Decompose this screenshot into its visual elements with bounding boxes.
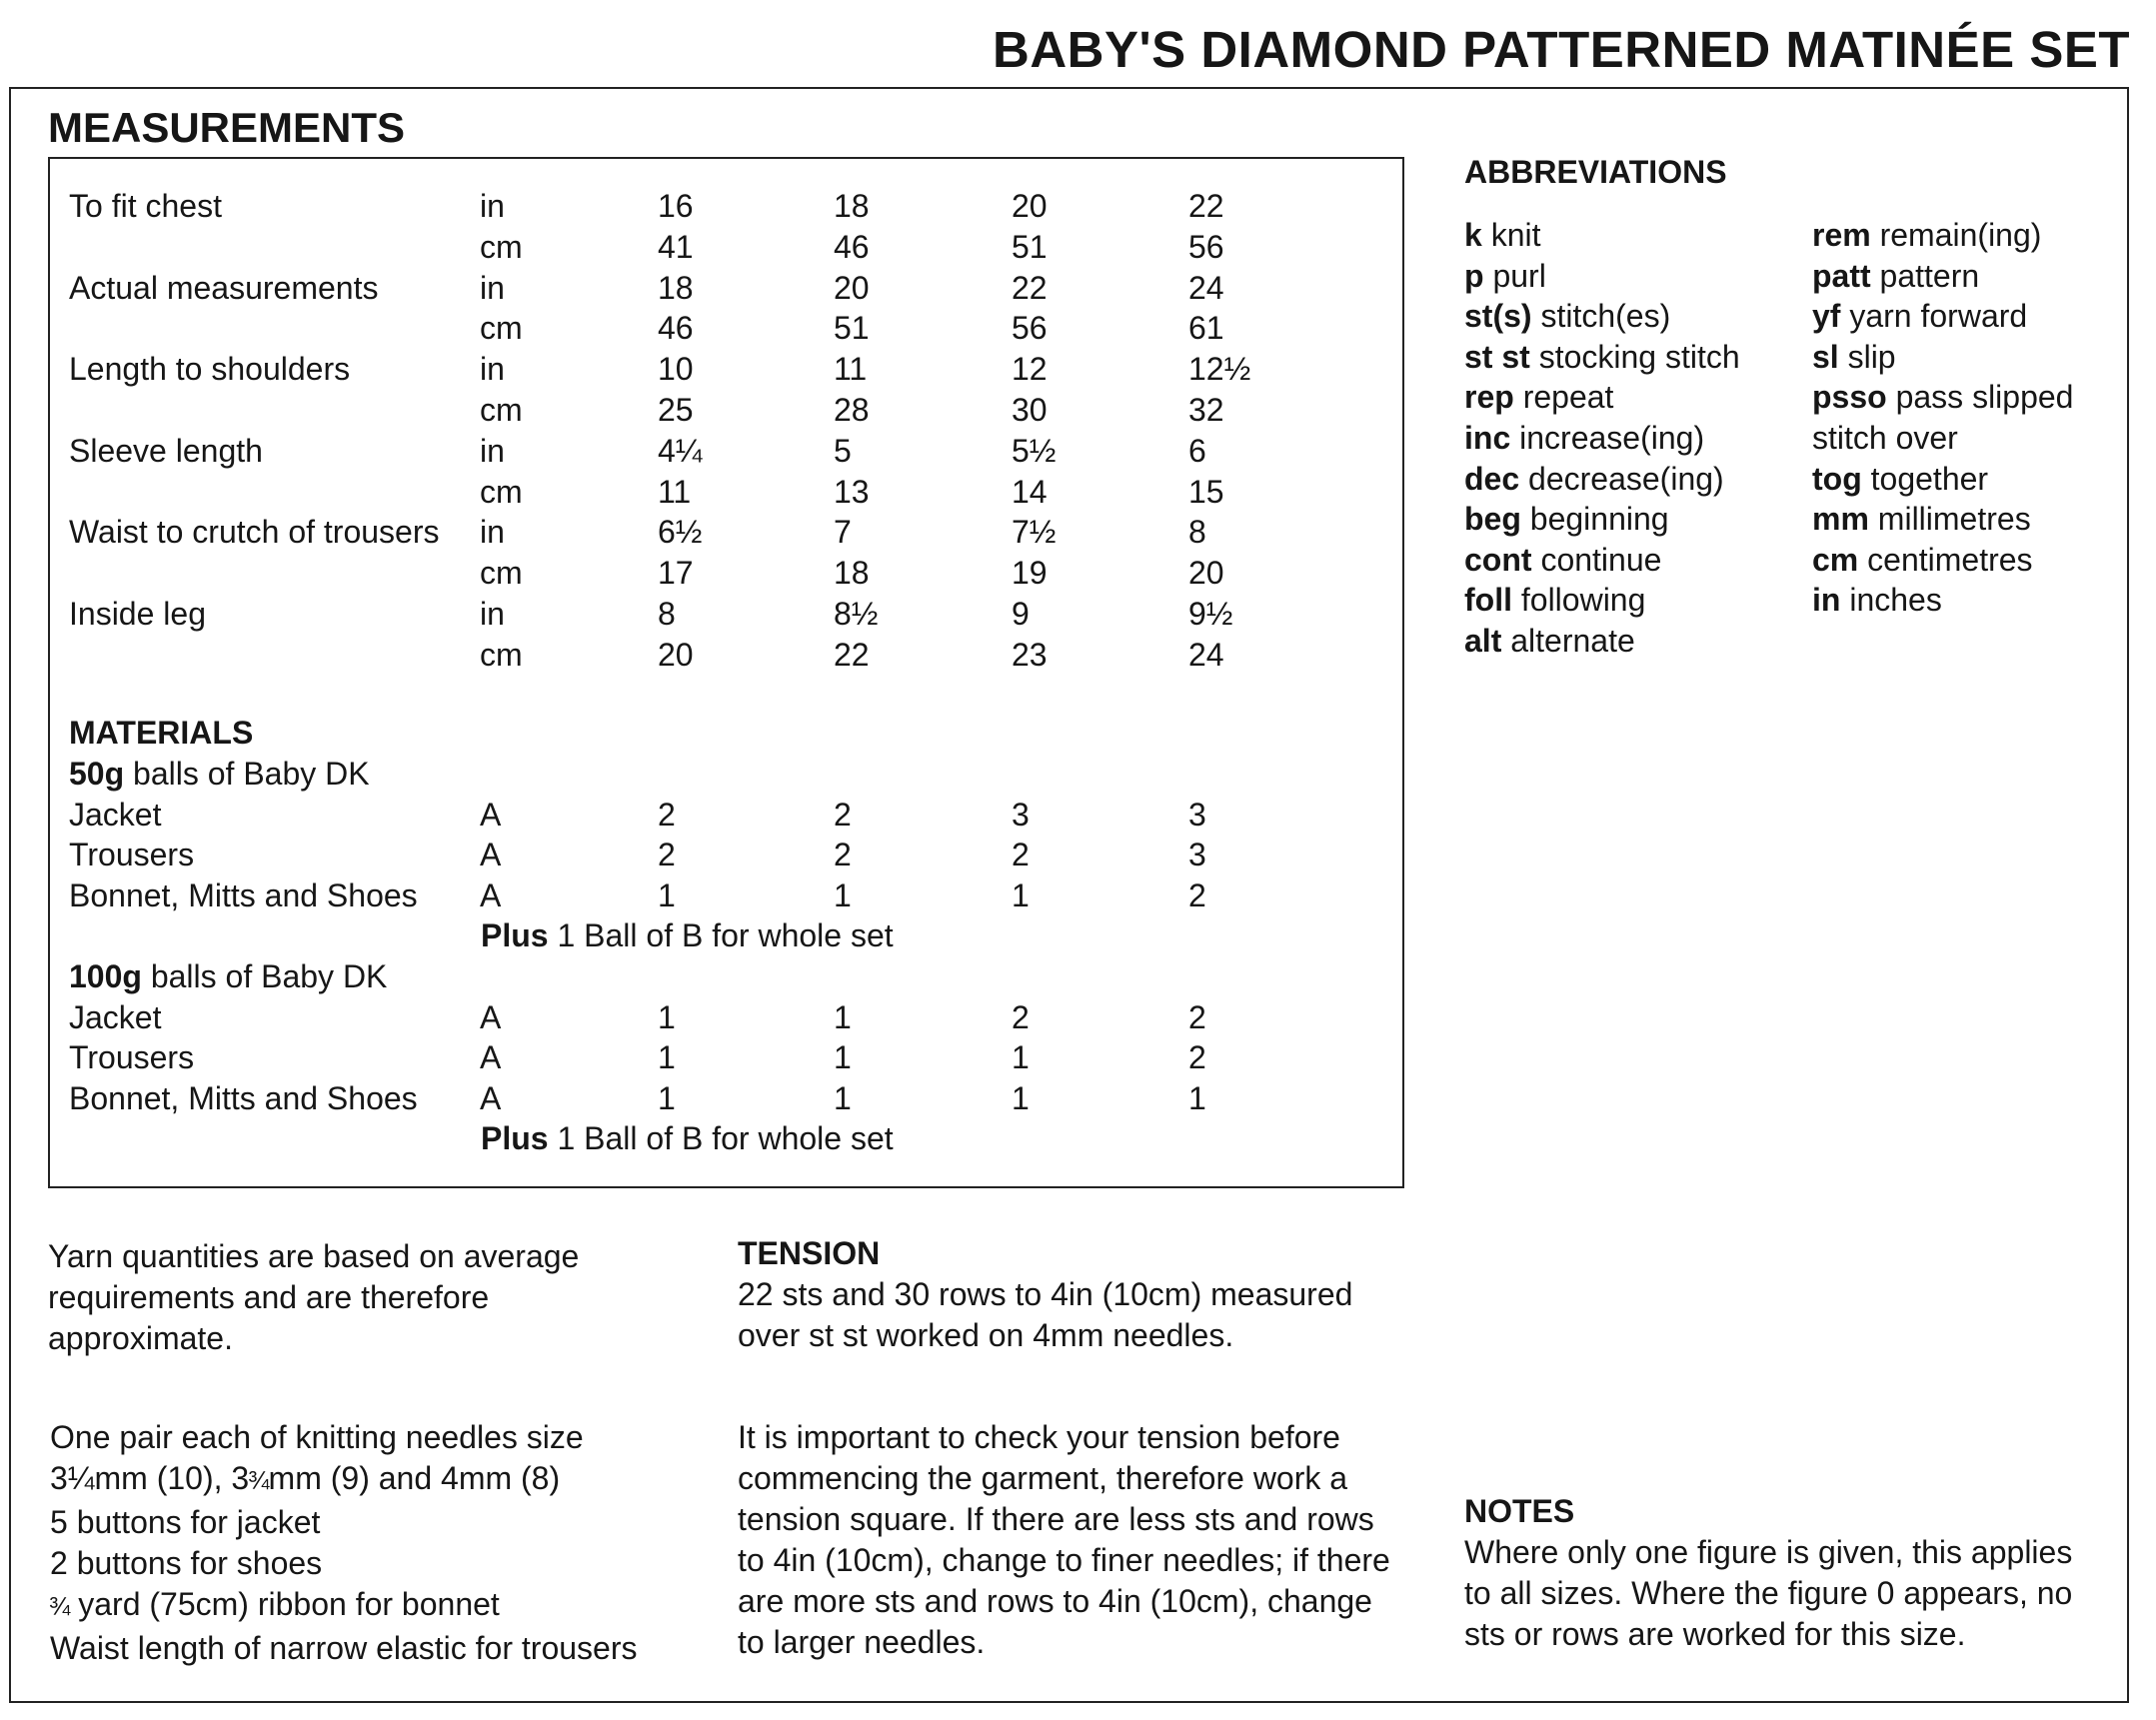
- measurement-value: 25: [658, 392, 694, 428]
- notes-line: sts or rows are worked for this size.: [1464, 1616, 1966, 1652]
- page-title: BABY'S DIAMOND PATTERNED MATINÉE SET: [993, 21, 2130, 78]
- yarn-note: [48, 1236, 579, 1359]
- measurement-value: 24: [1188, 269, 1224, 306]
- abbreviation-entry: tog together: [1812, 460, 1989, 497]
- material-item-value: 2: [658, 796, 676, 833]
- material-item-value: 2: [834, 796, 852, 833]
- abbreviation-entry: alt alternate: [1464, 623, 1635, 659]
- tension-line: 22 sts and 30 rows to 4in (10cm) measured: [738, 1276, 1353, 1312]
- measurement-value: 18: [834, 555, 870, 592]
- material-item-value: 1: [834, 876, 852, 913]
- measurement-value: 11: [658, 473, 692, 510]
- material-item-colour: A: [480, 796, 502, 833]
- material-item-value: 1: [658, 998, 676, 1035]
- measurement-value: 9½: [1188, 596, 1233, 632]
- measurements-heading: MEASUREMENTS: [48, 104, 406, 151]
- measurement-value: 30: [1012, 392, 1048, 428]
- measurement-unit: in: [480, 596, 505, 632]
- material-item-value: 1: [834, 1039, 852, 1075]
- measurement-value: 41: [658, 228, 694, 265]
- material-item-colour: A: [480, 876, 502, 913]
- abbreviation-entry: beg beginning: [1464, 501, 1669, 538]
- measurement-value: 12: [1012, 351, 1048, 388]
- abbreviation-entry: p purl: [1464, 257, 1546, 294]
- material-item-value: 1: [658, 876, 676, 913]
- measurement-label: Waist to crutch of trousers: [69, 514, 440, 551]
- measurement-value: 9: [1012, 596, 1030, 632]
- measurement-value: 8½: [834, 596, 879, 632]
- abbreviation-entry: stitch over: [1812, 420, 1958, 456]
- measurement-unit: cm: [480, 473, 523, 510]
- material-item-value: 1: [1012, 876, 1030, 913]
- notes-line: Where only one figure is given, this applies: [1464, 1534, 2073, 1570]
- measurement-value: 22: [834, 636, 870, 673]
- abbreviation-entry: in inches: [1812, 582, 1942, 619]
- yarn-note-line: requirements and are therefore: [48, 1279, 490, 1315]
- tension-check-line: are more sts and rows to 4in (10cm), change: [738, 1583, 1372, 1619]
- tension-check-line: to larger needles.: [738, 1624, 986, 1660]
- abbreviation-entry: inc increase(ing): [1464, 420, 1705, 456]
- material-item-colour: A: [480, 1079, 502, 1116]
- abbreviation-entry: dec decrease(ing): [1464, 460, 1724, 497]
- measurement-label: Inside leg: [69, 596, 206, 632]
- abbreviation-entry: rem remain(ing): [1812, 217, 2042, 253]
- measurement-value: 5½: [1012, 432, 1057, 469]
- tension-check-line: commencing the garment, therefore work a: [738, 1460, 1348, 1496]
- measurement-value: 4¼: [658, 432, 703, 469]
- material-item-value: 3: [1012, 796, 1030, 833]
- tension-line: over st st worked on 4mm needles.: [738, 1317, 1234, 1353]
- abbreviation-entry: yf yarn forward: [1812, 298, 2028, 335]
- measurement-value: 51: [1012, 228, 1048, 265]
- measurement-value: 5: [834, 432, 852, 469]
- needles-line: 2 buttons for shoes: [50, 1545, 323, 1581]
- measurement-unit: cm: [480, 392, 523, 428]
- material-item-colour: A: [480, 998, 502, 1035]
- measurement-value: 16: [658, 188, 694, 224]
- measurement-value: 18: [658, 269, 694, 306]
- material-item-value: 1: [658, 1079, 676, 1116]
- measurement-value: 6: [1188, 432, 1206, 469]
- material-item-label: Jacket: [69, 998, 162, 1035]
- materials-plus-note: Plus 1 Ball of B for whole set: [481, 917, 894, 953]
- material-item-value: 1: [834, 1079, 852, 1116]
- material-item-value: 1: [1188, 1079, 1206, 1116]
- materials-plus-note: Plus 1 Ball of B for whole set: [481, 1120, 894, 1156]
- abbreviation-entry: cont continue: [1464, 541, 1662, 578]
- yarn-note-line: Yarn quantities are based on average: [48, 1238, 580, 1274]
- abbreviation-entry: patt pattern: [1812, 257, 1980, 294]
- material-item-value: 2: [834, 837, 852, 872]
- measurement-value: 6½: [658, 514, 703, 551]
- measurement-value: 10: [658, 351, 694, 388]
- measurement-value: 8: [1188, 514, 1206, 551]
- material-item-value: 2: [658, 837, 676, 872]
- material-item-label: Bonnet, Mitts and Shoes: [69, 1079, 418, 1116]
- abbreviations-heading: ABBREVIATIONS: [1464, 154, 1727, 190]
- measurement-value: 20: [834, 269, 870, 306]
- tension-section: [738, 1233, 1352, 1356]
- measurement-value: 19: [1012, 555, 1048, 592]
- material-item-colour: A: [480, 837, 502, 872]
- tension-heading: TENSION: [738, 1235, 881, 1271]
- measurement-unit: in: [480, 514, 505, 551]
- abbreviation-entry: k knit: [1464, 217, 1541, 253]
- measurement-label: Length to shoulders: [69, 351, 351, 388]
- needles-line: ¾ yard (75cm) ribbon for bonnet: [49, 1586, 500, 1622]
- measurement-unit: in: [480, 269, 505, 306]
- abbreviation-entry: st(s) stitch(es): [1464, 298, 1671, 335]
- measurement-label: Actual measurements: [69, 269, 379, 306]
- material-item-value: 1: [1012, 1039, 1030, 1075]
- tension-check-line: It is important to check your tension before: [738, 1419, 1340, 1455]
- needles-line: 5 buttons for jacket: [50, 1504, 321, 1540]
- measurement-label: To fit chest: [69, 188, 222, 224]
- material-item-value: 2: [1188, 998, 1206, 1035]
- measurement-value: 22: [1012, 269, 1048, 306]
- measurement-value: 56: [1012, 310, 1048, 347]
- material-item-value: 1: [834, 998, 852, 1035]
- measurement-unit: cm: [480, 636, 523, 673]
- material-item-colour: A: [480, 1039, 502, 1075]
- measurement-value: 20: [658, 636, 694, 673]
- material-item-value: 2: [1012, 837, 1030, 872]
- materials-group-title: 100g balls of Baby DK: [69, 958, 388, 994]
- measurement-value: 7½: [1012, 514, 1057, 551]
- measurement-value: 24: [1188, 636, 1224, 673]
- material-item-value: 3: [1188, 796, 1206, 833]
- measurement-value: 13: [834, 473, 870, 510]
- measurement-value: 32: [1188, 392, 1224, 428]
- measurement-value: 14: [1012, 473, 1048, 510]
- material-item-value: 2: [1188, 876, 1206, 913]
- measurement-value: 56: [1188, 228, 1224, 265]
- measurement-unit: in: [480, 188, 505, 224]
- notes-section: [1464, 1491, 2072, 1655]
- measurement-label: Sleeve length: [69, 432, 263, 469]
- measurement-value: 11: [834, 351, 868, 388]
- abbreviation-entry: foll following: [1464, 582, 1646, 619]
- measurement-value: 46: [834, 228, 870, 265]
- measurement-value: 51: [834, 310, 870, 347]
- measurement-value: 22: [1188, 188, 1224, 224]
- abbreviation-entry: cm centimetres: [1812, 541, 2033, 578]
- abbreviation-entry: sl slip: [1812, 338, 1896, 375]
- material-item-label: Trousers: [69, 837, 195, 872]
- measurement-value: 18: [834, 188, 870, 224]
- material-item-label: Trousers: [69, 1039, 195, 1075]
- tension-check-line: to 4in (10cm), change to finer needles; if there: [738, 1542, 1390, 1578]
- material-item-value: 2: [1012, 998, 1030, 1035]
- measurement-value: 20: [1012, 188, 1048, 224]
- material-item-value: 3: [1188, 837, 1206, 872]
- notes-heading: NOTES: [1464, 1493, 1575, 1529]
- measurement-value: 8: [658, 596, 676, 632]
- measurement-unit: cm: [480, 555, 523, 592]
- measurement-value: 61: [1188, 310, 1224, 347]
- tension-check: [738, 1417, 1390, 1663]
- needles-line: One pair each of knitting needles size: [50, 1419, 584, 1455]
- needles-line: 3¼mm (10), 3¾mm (9) and 4mm (8): [50, 1460, 561, 1496]
- measurement-value: 17: [658, 555, 694, 592]
- measurement-value: 20: [1188, 555, 1224, 592]
- needles-line: Waist length of narrow elastic for trousers: [50, 1630, 638, 1666]
- abbreviation-entry: st st stocking stitch: [1464, 338, 1740, 375]
- abbreviation-entry: rep repeat: [1464, 379, 1614, 416]
- measurement-value: 15: [1188, 473, 1224, 510]
- measurement-unit: in: [480, 351, 505, 388]
- measurement-value: 7: [834, 514, 852, 551]
- yarn-note-line: approximate.: [48, 1320, 233, 1356]
- materials-group-title: 50g balls of Baby DK: [69, 756, 370, 792]
- abbreviation-entry: psso pass slipped: [1812, 379, 2074, 416]
- material-item-value: 2: [1188, 1039, 1206, 1075]
- material-item-value: 1: [658, 1039, 676, 1075]
- measurement-value: 23: [1012, 636, 1048, 673]
- measurement-unit: cm: [480, 310, 523, 347]
- material-item-value: 1: [1012, 1079, 1030, 1116]
- material-item-label: Jacket: [69, 796, 162, 833]
- material-item-label: Bonnet, Mitts and Shoes: [69, 876, 418, 913]
- materials-heading: MATERIALS: [69, 715, 254, 751]
- measurement-value: 28: [834, 392, 870, 428]
- abbreviation-entry: mm millimetres: [1812, 501, 2031, 538]
- measurement-unit: cm: [480, 228, 523, 265]
- measurement-value: 12½: [1188, 351, 1251, 388]
- needles-list: [50, 1417, 637, 1669]
- notes-line: to all sizes. Where the figure 0 appears, no: [1464, 1575, 2073, 1611]
- measurement-value: 46: [658, 310, 694, 347]
- tension-check-line: tension square. If there are less sts and rows: [738, 1501, 1374, 1537]
- measurement-unit: in: [480, 432, 505, 469]
